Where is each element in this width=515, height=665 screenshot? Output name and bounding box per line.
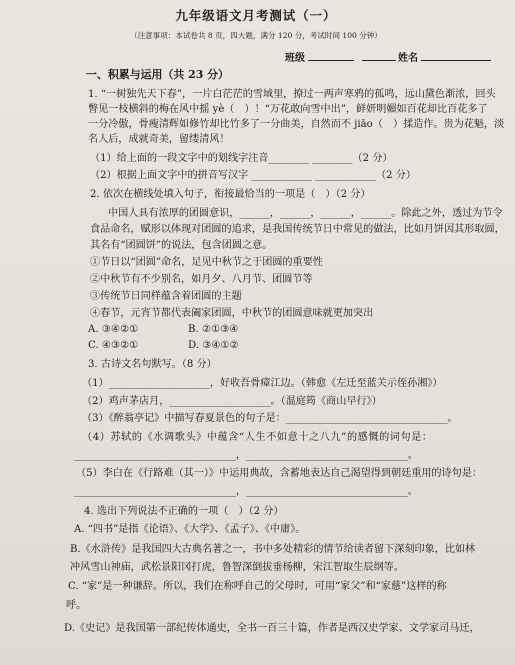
exam-note: （注意事项：本试卷共 8 页，四大题，满分 120 分，考试时间 100 分钟）	[130, 31, 382, 40]
q4-choice-c-2: 呼。	[66, 600, 87, 611]
q2-passage-3: 其名有“团圆饼”的说法，包含团圆之意。	[90, 240, 273, 251]
q2-item-1: ①节日以“团圆”命名，足见中秋节之于团圆的重要性	[90, 257, 323, 268]
q1-line-2: 瞥见一枝横斜的梅在风中摇 yè（ ）！“万花敢向雪中出”，鲜妍明媚如百花却比百花多了	[88, 104, 488, 115]
q2-item-4: ④春节，元宵节都代表阖家团圆，中秋节的团圆意味就更加突出	[90, 308, 374, 319]
q4-choice-c-1: C. “家”是一种谦辞。所以，我们在称呼自己的父母时，可用“家父”和“家慈”这样的称	[68, 581, 447, 592]
q4-choice-b-2: 冲风雪山神庙，武松景阳冈打虎，鲁智深倒拔垂杨柳，宋江智取生辰纲等。	[70, 562, 404, 573]
q2-choice-b: B. ②①③④	[188, 324, 239, 335]
q1-sub-1: （1）给上面的一段文字中的划线字注音________ ________（2 分）	[90, 153, 393, 164]
q1-line-4: 名人后，成就奇美，留缕清风！	[88, 134, 230, 145]
exam-title: 九年级语文月考测试（一）	[175, 8, 337, 23]
q1-sub-2: （2）根据上面文字中的拼音写汉字 ____________ ____________（2 分）	[90, 170, 417, 181]
class-blank	[308, 50, 354, 61]
q3-line-5: （5）李白在《行路难（其一）》中运用典故，含蓄地表达自己渴望得到朝廷重用的诗句是：	[76, 468, 483, 479]
name-blank	[421, 50, 491, 61]
q3-line-5-blanks: ________________________________，________________________________。	[74, 486, 418, 497]
q1-line-3: 一分冷傲，骨瘦清辉如修竹却比竹多了一分曲美，自然而不 jiāo（ ）揉造作。贵为花魁，淡	[88, 119, 505, 130]
q2-passage-2: 食品命名，赋形以体现对团圆的追求，是我国传统节日中常见的做法，比如月饼因其形取圆，	[90, 224, 505, 235]
q2-choice-a: A. ③④②①	[88, 324, 139, 335]
class-field	[285, 50, 396, 65]
name-field	[398, 50, 491, 65]
q2-choice-d: D. ③④①②	[188, 340, 239, 351]
q4-choice-a: A. “四书”是指《论语》、《大学》、《孟子》、《中庸》。	[74, 524, 306, 535]
q2-stem: 2. 依次在横线处填入句子，衔接最恰当的一项是（ ）（2 分）	[90, 189, 371, 200]
q2-choice-c: C. ④③②①	[88, 340, 139, 351]
q3-line-4: （4）苏轼的《水调歌头》中蕴含“人生不如意十之八九”的感慨的词句是：	[82, 432, 433, 443]
q1-line-1: 1. “一树独先天下春”，一片白茫茫的雪域里，撩过一两声寒鸦的孤鸣，远山黛色渐浓，回头	[88, 89, 496, 100]
q3-line-4-blanks: ________________________________，________________________________。	[74, 450, 418, 461]
q4-stem: 4. 选出下列说法不正确的一项（ ）（2 分）	[84, 506, 284, 517]
class-label: 班级	[285, 53, 305, 64]
q3-line-1: （1）____________________，好收吾骨瘴江边。（韩愈《左迁至蓝关示侄孙湘》）	[82, 378, 443, 389]
q3-line-2: （2）鸡声茅店月，____________________。（温庭筠《商山早行》）	[82, 396, 382, 407]
q4-choice-d-1: D.《史记》是我国第一部纪传体通史，全书一百三十篇，作者是西汉史学家、文学家司马迁，	[64, 623, 480, 634]
q4-choice-b-1: B.《水浒传》是我国四大古典名著之一，书中多处精彩的情节给读者留下深刻印象，比如林	[70, 544, 476, 555]
name-label: 姓名	[398, 53, 418, 64]
q2-item-3: ③传统节日同样蕴含着团圆的主题	[90, 291, 242, 302]
q2-passage-1: 中国人具有浓厚的团圆意识，______，______，______，______。除此之外，透过为节令	[108, 208, 503, 219]
q3-line-3: （3）《醉翁亭记》中描写春夏景色的句子是：________________________________。	[82, 413, 458, 424]
q2-item-2: ②中秋节有不少别名，如月夕、八月节、团圆节等	[90, 274, 313, 285]
class-blank-2	[362, 50, 396, 61]
section-1-title: 一、积累与运用（共 23 分）	[86, 68, 229, 81]
q3-stem: 3. 古诗文名句默写。（8 分）	[88, 359, 217, 370]
